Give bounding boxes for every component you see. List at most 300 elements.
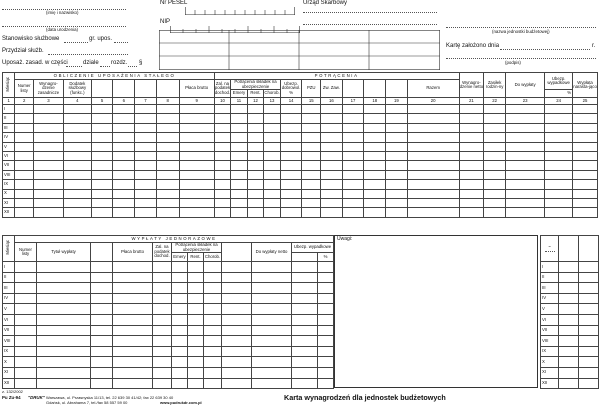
payments-cell[interactable] — [91, 304, 113, 315]
salary-cell[interactable] — [302, 198, 321, 207]
salary-cell[interactable] — [247, 198, 264, 207]
salary-cell[interactable] — [302, 180, 321, 189]
salary-cell[interactable] — [342, 142, 364, 151]
salary-cell[interactable] — [459, 123, 484, 132]
basis-field[interactable] — [66, 66, 82, 67]
salary-cell[interactable] — [179, 198, 214, 207]
salary-cell[interactable] — [231, 151, 248, 160]
salary-cell[interactable] — [545, 198, 573, 207]
salary-cell[interactable] — [247, 123, 264, 132]
salary-cell[interactable] — [573, 198, 598, 207]
salary-cell[interactable] — [135, 151, 157, 160]
payments-cell[interactable] — [153, 357, 172, 368]
salary-cell[interactable] — [113, 180, 135, 189]
salary-cell[interactable] — [545, 189, 573, 198]
payments-cell[interactable] — [113, 272, 153, 283]
salary-cell[interactable] — [156, 180, 179, 189]
payments-cell[interactable] — [153, 336, 172, 347]
payments-cell[interactable] — [37, 325, 91, 336]
payments-cell[interactable] — [15, 314, 37, 325]
salary-cell[interactable] — [33, 208, 63, 217]
salary-cell[interactable] — [91, 114, 113, 123]
salary-cell[interactable] — [231, 142, 248, 151]
salary-cell[interactable] — [364, 133, 386, 142]
salary-cell[interactable] — [135, 161, 157, 170]
payments-cell[interactable] — [252, 272, 292, 283]
salary-cell[interactable] — [407, 208, 459, 217]
payments-cell[interactable] — [91, 367, 113, 378]
salary-cell[interactable] — [231, 170, 248, 179]
salary-cell[interactable] — [91, 142, 113, 151]
salary-cell[interactable] — [545, 208, 573, 217]
salary-cell[interactable] — [135, 114, 157, 123]
salary-cell[interactable] — [214, 180, 231, 189]
salary-cell[interactable] — [484, 161, 506, 170]
salary-cell[interactable] — [135, 180, 157, 189]
payments-cell[interactable] — [252, 367, 292, 378]
salary-cell[interactable] — [545, 133, 573, 142]
salary-cell[interactable] — [407, 105, 459, 114]
salary-cell[interactable] — [342, 133, 364, 142]
salary-cell[interactable] — [321, 151, 343, 160]
salary-cell[interactable] — [63, 151, 91, 160]
salary-cell[interactable] — [179, 133, 214, 142]
payments-cell[interactable] — [113, 357, 153, 368]
notes-side-cell[interactable] — [579, 367, 599, 378]
salary-cell[interactable] — [386, 142, 408, 151]
payments-cell[interactable] — [222, 283, 252, 294]
salary-cell[interactable] — [484, 114, 506, 123]
salary-cell[interactable] — [156, 198, 179, 207]
salary-cell[interactable] — [247, 133, 264, 142]
salary-cell[interactable] — [484, 142, 506, 151]
salary-cell[interactable] — [156, 123, 179, 132]
payments-cell[interactable] — [37, 378, 91, 389]
salary-cell[interactable] — [33, 189, 63, 198]
salary-cell[interactable] — [407, 170, 459, 179]
salary-cell[interactable] — [63, 142, 91, 151]
salary-cell[interactable] — [505, 123, 544, 132]
salary-cell[interactable] — [15, 133, 34, 142]
salary-cell[interactable] — [407, 198, 459, 207]
salary-cell[interactable] — [505, 208, 544, 217]
salary-cell[interactable] — [33, 170, 63, 179]
salary-cell[interactable] — [231, 161, 248, 170]
salary-cell[interactable] — [459, 198, 484, 207]
salary-cell[interactable] — [113, 198, 135, 207]
payments-cell[interactable] — [188, 283, 204, 294]
salary-cell[interactable] — [179, 161, 214, 170]
payments-cell[interactable] — [188, 304, 204, 315]
salary-cell[interactable] — [342, 105, 364, 114]
salary-cell[interactable] — [113, 208, 135, 217]
payments-cell[interactable] — [292, 314, 318, 325]
salary-cell[interactable] — [545, 123, 573, 132]
salary-cell[interactable] — [91, 198, 113, 207]
payments-cell[interactable] — [292, 367, 318, 378]
payments-cell[interactable] — [188, 346, 204, 357]
salary-cell[interactable] — [364, 189, 386, 198]
notes-side-cell[interactable] — [559, 325, 579, 336]
salary-cell[interactable] — [135, 208, 157, 217]
salary-cell[interactable] — [91, 161, 113, 170]
salary-cell[interactable] — [321, 180, 343, 189]
payments-cell[interactable] — [188, 293, 204, 304]
salary-cell[interactable] — [231, 208, 248, 217]
salary-cell[interactable] — [63, 180, 91, 189]
salary-cell[interactable] — [280, 114, 302, 123]
chapter-field[interactable] — [128, 66, 137, 67]
salary-cell[interactable] — [247, 189, 264, 198]
payments-cell[interactable] — [252, 314, 292, 325]
payments-cell[interactable] — [15, 367, 37, 378]
salary-cell[interactable] — [214, 170, 231, 179]
salary-cell[interactable] — [407, 180, 459, 189]
payments-cell[interactable] — [204, 325, 222, 336]
salary-cell[interactable] — [113, 189, 135, 198]
salary-cell[interactable] — [264, 142, 281, 151]
salary-cell[interactable] — [15, 198, 34, 207]
salary-cell[interactable] — [484, 170, 506, 179]
payments-cell[interactable] — [15, 357, 37, 368]
payments-cell[interactable] — [222, 357, 252, 368]
salary-cell[interactable] — [484, 123, 506, 132]
salary-cell[interactable] — [459, 170, 484, 179]
salary-cell[interactable] — [280, 189, 302, 198]
payments-cell[interactable] — [222, 325, 252, 336]
salary-cell[interactable] — [113, 114, 135, 123]
salary-cell[interactable] — [15, 114, 34, 123]
payments-cell[interactable] — [37, 283, 91, 294]
payments-cell[interactable] — [252, 336, 292, 347]
card-created-field[interactable] — [500, 49, 590, 50]
salary-cell[interactable] — [280, 170, 302, 179]
payments-cell[interactable] — [153, 304, 172, 315]
salary-cell[interactable] — [264, 198, 281, 207]
salary-cell[interactable] — [280, 123, 302, 132]
salary-cell[interactable] — [63, 133, 91, 142]
salary-cell[interactable] — [179, 105, 214, 114]
salary-cell[interactable] — [264, 208, 281, 217]
salary-cell[interactable] — [15, 161, 34, 170]
notes-side-cell[interactable] — [559, 357, 579, 368]
notes-side-cell[interactable] — [579, 325, 599, 336]
salary-cell[interactable] — [113, 170, 135, 179]
payments-cell[interactable] — [222, 262, 252, 273]
salary-cell[interactable] — [321, 123, 343, 132]
salary-cell[interactable] — [156, 105, 179, 114]
payments-cell[interactable] — [37, 293, 91, 304]
payments-cell[interactable] — [188, 262, 204, 273]
salary-cell[interactable] — [33, 133, 63, 142]
notes-side-cell[interactable] — [579, 293, 599, 304]
payments-cell[interactable] — [188, 367, 204, 378]
payments-cell[interactable] — [153, 378, 172, 389]
salary-cell[interactable] — [505, 170, 544, 179]
notes-side-cell[interactable] — [559, 272, 579, 283]
notes-side-cell[interactable] — [559, 346, 579, 357]
salary-cell[interactable] — [505, 105, 544, 114]
payments-cell[interactable] — [204, 378, 222, 389]
notes-side-cell[interactable] — [579, 272, 599, 283]
payments-cell[interactable] — [153, 346, 172, 357]
salary-cell[interactable] — [247, 142, 264, 151]
payments-cell[interactable] — [91, 325, 113, 336]
salary-cell[interactable] — [505, 114, 544, 123]
payments-cell[interactable] — [318, 293, 334, 304]
salary-cell[interactable] — [364, 198, 386, 207]
salary-cell[interactable] — [459, 151, 484, 160]
payments-cell[interactable] — [172, 367, 188, 378]
payments-cell[interactable] — [91, 336, 113, 347]
salary-cell[interactable] — [63, 114, 91, 123]
notes-side-cell[interactable] — [559, 378, 579, 389]
payments-cell[interactable] — [222, 378, 252, 389]
payments-cell[interactable] — [222, 293, 252, 304]
salary-cell[interactable] — [505, 198, 544, 207]
salary-cell[interactable] — [573, 170, 598, 179]
payments-cell[interactable] — [153, 325, 172, 336]
salary-cell[interactable] — [33, 114, 63, 123]
salary-cell[interactable] — [545, 142, 573, 151]
payments-cell[interactable] — [222, 272, 252, 283]
salary-cell[interactable] — [459, 161, 484, 170]
payments-cell[interactable] — [204, 283, 222, 294]
payments-cell[interactable] — [91, 262, 113, 273]
notes-side-cell[interactable] — [559, 314, 579, 325]
salary-cell[interactable] — [15, 208, 34, 217]
payments-cell[interactable] — [318, 283, 334, 294]
salary-cell[interactable] — [156, 114, 179, 123]
salary-cell[interactable] — [342, 180, 364, 189]
salary-cell[interactable] — [135, 123, 157, 132]
salary-cell[interactable] — [407, 151, 459, 160]
notes-side-cell[interactable] — [559, 304, 579, 315]
payments-cell[interactable] — [91, 378, 113, 389]
salary-cell[interactable] — [247, 161, 264, 170]
payments-cell[interactable] — [172, 293, 188, 304]
salary-cell[interactable] — [386, 198, 408, 207]
salary-cell[interactable] — [15, 123, 34, 132]
payments-cell[interactable] — [204, 367, 222, 378]
salary-cell[interactable] — [573, 180, 598, 189]
salary-cell[interactable] — [364, 161, 386, 170]
payments-cell[interactable] — [153, 262, 172, 273]
salary-cell[interactable] — [280, 105, 302, 114]
salary-cell[interactable] — [364, 151, 386, 160]
nip-boxes[interactable] — [170, 20, 300, 27]
salary-cell[interactable] — [231, 105, 248, 114]
salary-cell[interactable] — [247, 208, 264, 217]
notes-side-cell[interactable] — [559, 283, 579, 294]
salary-cell[interactable] — [231, 123, 248, 132]
salary-cell[interactable] — [179, 208, 214, 217]
payments-cell[interactable] — [113, 262, 153, 273]
payments-cell[interactable] — [252, 357, 292, 368]
salary-cell[interactable] — [321, 105, 343, 114]
payments-cell[interactable] — [318, 304, 334, 315]
salary-cell[interactable] — [302, 142, 321, 151]
salary-cell[interactable] — [264, 170, 281, 179]
salary-cell[interactable] — [231, 198, 248, 207]
notes-side-cell[interactable] — [579, 283, 599, 294]
salary-cell[interactable] — [33, 123, 63, 132]
salary-cell[interactable] — [573, 133, 598, 142]
salary-cell[interactable] — [179, 114, 214, 123]
payments-cell[interactable] — [292, 283, 318, 294]
assigned-field[interactable] — [48, 54, 128, 55]
salary-cell[interactable] — [113, 142, 135, 151]
payments-cell[interactable] — [15, 378, 37, 389]
salary-cell[interactable] — [91, 180, 113, 189]
payments-cell[interactable] — [113, 336, 153, 347]
salary-cell[interactable] — [214, 198, 231, 207]
payments-cell[interactable] — [91, 357, 113, 368]
payments-cell[interactable] — [172, 283, 188, 294]
salary-cell[interactable] — [364, 105, 386, 114]
salary-cell[interactable] — [280, 180, 302, 189]
payments-cell[interactable] — [91, 314, 113, 325]
salary-cell[interactable] — [484, 180, 506, 189]
salary-cell[interactable] — [302, 208, 321, 217]
salary-cell[interactable] — [113, 123, 135, 132]
salary-cell[interactable] — [342, 123, 364, 132]
payments-cell[interactable] — [113, 304, 153, 315]
payments-cell[interactable] — [15, 293, 37, 304]
salary-cell[interactable] — [573, 208, 598, 217]
salary-cell[interactable] — [33, 180, 63, 189]
payments-cell[interactable] — [113, 325, 153, 336]
salary-cell[interactable] — [33, 151, 63, 160]
payments-cell[interactable] — [222, 336, 252, 347]
salary-cell[interactable] — [135, 105, 157, 114]
salary-cell[interactable] — [247, 180, 264, 189]
salary-cell[interactable] — [364, 170, 386, 179]
payments-cell[interactable] — [172, 272, 188, 283]
payments-cell[interactable] — [222, 367, 252, 378]
salary-cell[interactable] — [63, 170, 91, 179]
payments-cell[interactable] — [15, 336, 37, 347]
notes-side-cell[interactable] — [579, 262, 599, 273]
payments-cell[interactable] — [37, 262, 91, 273]
salary-cell[interactable] — [135, 170, 157, 179]
salary-cell[interactable] — [459, 133, 484, 142]
payments-cell[interactable] — [172, 325, 188, 336]
payments-cell[interactable] — [113, 367, 153, 378]
salary-cell[interactable] — [573, 142, 598, 151]
payments-cell[interactable] — [252, 304, 292, 315]
salary-cell[interactable] — [321, 208, 343, 217]
salary-cell[interactable] — [264, 151, 281, 160]
payments-cell[interactable] — [172, 346, 188, 357]
salary-cell[interactable] — [484, 105, 506, 114]
salary-cell[interactable] — [545, 170, 573, 179]
payments-cell[interactable] — [153, 283, 172, 294]
salary-cell[interactable] — [484, 189, 506, 198]
salary-cell[interactable] — [321, 189, 343, 198]
salary-cell[interactable] — [342, 189, 364, 198]
salary-cell[interactable] — [214, 208, 231, 217]
salary-cell[interactable] — [459, 180, 484, 189]
salary-cell[interactable] — [321, 114, 343, 123]
position-field[interactable] — [64, 42, 88, 43]
salary-cell[interactable] — [573, 105, 598, 114]
salary-cell[interactable] — [321, 142, 343, 151]
payments-cell[interactable] — [252, 262, 292, 273]
payments-cell[interactable] — [172, 378, 188, 389]
payments-cell[interactable] — [204, 304, 222, 315]
payments-cell[interactable] — [204, 357, 222, 368]
salary-cell[interactable] — [15, 180, 34, 189]
notes-side-cell[interactable] — [579, 357, 599, 368]
salary-cell[interactable] — [91, 123, 113, 132]
payments-cell[interactable] — [113, 378, 153, 389]
tax-office-line-1[interactable] — [303, 12, 437, 13]
salary-cell[interactable] — [91, 170, 113, 179]
salary-cell[interactable] — [264, 133, 281, 142]
salary-cell[interactable] — [156, 142, 179, 151]
salary-cell[interactable] — [247, 105, 264, 114]
salary-cell[interactable] — [264, 180, 281, 189]
salary-cell[interactable] — [545, 114, 573, 123]
salary-cell[interactable] — [33, 105, 63, 114]
payments-cell[interactable] — [172, 357, 188, 368]
salary-cell[interactable] — [505, 189, 544, 198]
payments-cell[interactable] — [15, 304, 37, 315]
payments-cell[interactable] — [153, 314, 172, 325]
salary-cell[interactable] — [63, 189, 91, 198]
salary-cell[interactable] — [407, 133, 459, 142]
salary-cell[interactable] — [505, 151, 544, 160]
salary-cell[interactable] — [15, 151, 34, 160]
salary-cell[interactable] — [135, 133, 157, 142]
payments-cell[interactable] — [252, 346, 292, 357]
salary-cell[interactable] — [156, 208, 179, 217]
salary-cell[interactable] — [302, 105, 321, 114]
salary-cell[interactable] — [342, 114, 364, 123]
payments-cell[interactable] — [37, 346, 91, 357]
salary-cell[interactable] — [264, 105, 281, 114]
salary-cell[interactable] — [484, 198, 506, 207]
payments-cell[interactable] — [204, 314, 222, 325]
payments-cell[interactable] — [172, 304, 188, 315]
payments-cell[interactable] — [37, 336, 91, 347]
payments-cell[interactable] — [318, 262, 334, 273]
payments-cell[interactable] — [292, 304, 318, 315]
pesel-boxes[interactable] — [185, 2, 295, 10]
payments-cell[interactable] — [292, 378, 318, 389]
payments-cell[interactable] — [252, 283, 292, 294]
salary-cell[interactable] — [214, 151, 231, 160]
payments-cell[interactable] — [318, 336, 334, 347]
payments-cell[interactable] — [91, 346, 113, 357]
salary-cell[interactable] — [15, 142, 34, 151]
salary-cell[interactable] — [302, 114, 321, 123]
salary-cell[interactable] — [386, 133, 408, 142]
salary-cell[interactable] — [247, 170, 264, 179]
salary-cell[interactable] — [505, 180, 544, 189]
payments-cell[interactable] — [318, 346, 334, 357]
salary-cell[interactable] — [484, 208, 506, 217]
salary-cell[interactable] — [156, 151, 179, 160]
salary-cell[interactable] — [113, 105, 135, 114]
notes-side-cell[interactable] — [559, 293, 579, 304]
salary-cell[interactable] — [63, 198, 91, 207]
notes-side-cell[interactable] — [579, 336, 599, 347]
salary-cell[interactable] — [179, 123, 214, 132]
salary-cell[interactable] — [573, 123, 598, 132]
salary-cell[interactable] — [91, 189, 113, 198]
